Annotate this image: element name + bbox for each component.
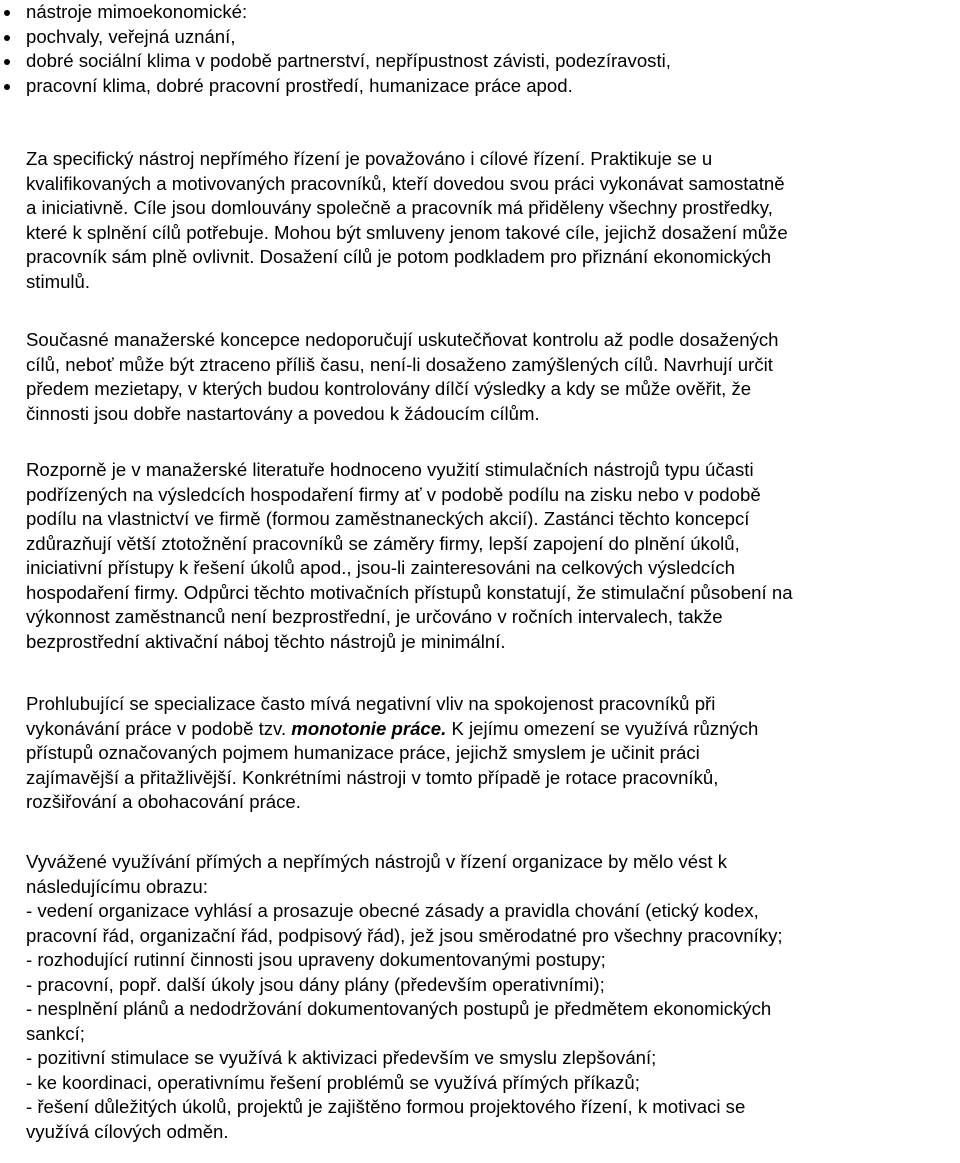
- bullet-text: pracovní klima, dobré pracovní prostředí, humanizace práce apod.: [26, 74, 573, 96]
- text-line: iniciativní přístupy k řešení úkolů apod., jsou-li zainteresováni na celkových výsledcích: [26, 557, 735, 578]
- bullet-text: pochvaly, veřejná uznání,: [26, 25, 236, 47]
- emphasized-term: monotonie práce.: [291, 717, 447, 739]
- text-line: kvalifikovaných a motivovaných pracovníků, kteří dovedou svou práci vykonávat samostatně: [26, 172, 785, 194]
- text-line: podílu na vlastnictví ve firmě (formou zaměstnaneckých akcií). Zastánci těchto koncepcí: [26, 508, 750, 529]
- text-line: činnosti jsou dobře nastartovány a povedou k žádoucím cílům.: [26, 402, 540, 424]
- text-line: Rozporně je v manažerské literatuře hodnoceno využití stimulačních nástrojů typu účasti: [26, 459, 754, 480]
- bullet-dot-icon: [4, 59, 10, 65]
- text-segment: vykonávání práce v podobě tzv.: [26, 717, 292, 739]
- bullet-item: [0, 0, 955, 25]
- text-line: - pozitivní stimulace se využívá k aktivizaci především ve smyslu zlepšování;: [26, 1047, 657, 1068]
- text-line: následujícímu obrazu:: [26, 875, 208, 897]
- bullet-dot-icon: [4, 10, 10, 16]
- bullet-text: dobré sociální klima v podobě partnerství, nepřípustnost závisti, podezíravosti,: [26, 50, 671, 71]
- paragraph-control-concepts: [26, 328, 960, 426]
- bullet-dot-icon: [4, 35, 10, 41]
- paragraph-goal-management: [26, 147, 960, 294]
- text-line: přístupů označovaných pojmem humanizace práce, jejichž smyslem je učinit práci: [26, 742, 700, 763]
- text-line: Za specifický nástroj nepřímého řízení je považováno i cílové řízení. Praktikuje se u: [26, 148, 713, 169]
- text-line: bezprostřední aktivační náboj těchto nástrojů je minimální.: [26, 630, 506, 652]
- bullet-text: nástroje mimoekonomické:: [26, 1, 248, 22]
- bullet-list: [0, 0, 955, 98]
- text-line: stimulů.: [26, 270, 91, 292]
- text-line: podřízených na výsledcích hospodaření firmy ať v podobě podílu na zisku nebo v podobě: [26, 483, 761, 505]
- text-line: rozšiřování a obohacování práce.: [26, 791, 301, 812]
- text-line: hospodaření firmy. Odpůrci těchto motivačních přístupů konstatují, že stimulační působení na: [26, 581, 793, 603]
- bullet-dot-icon: [4, 84, 10, 90]
- text-line: - ke koordinaci, operativnímu řešení problémů se využívá přímých příkazů;: [26, 1071, 640, 1093]
- text-line: - nesplnění plánů a nedodržování dokumentovaných postupů je předmětem ekonomických: [26, 998, 772, 1019]
- text-line: Prohlubující se specializace často mívá negativní vliv na spokojenost pracovníků při: [26, 693, 716, 714]
- text-line: zdůrazňují větší ztotožnění pracovníků se záměry firmy, lepší zapojení do plnění úkolů,: [26, 532, 740, 554]
- text-segment: K jejímu omezení se využívá různých: [446, 717, 759, 739]
- text-line: [26, 717, 960, 742]
- text-line: výkonnost zaměstnanců není bezprostřední, je určováno v ročních intervalech, takže: [26, 606, 723, 627]
- text-line: - vedení organizace vyhlásí a prosazuje obecné zásady a pravidla chování (etický kodex,: [26, 900, 759, 921]
- paragraph-specialization: [26, 692, 960, 815]
- text-line: - pracovní, popř. další úkoly jsou dány plány (především operativními);: [26, 973, 605, 995]
- text-line: předem mezietapy, v kterých budou kontrolovány dílčí výsledky a kdy se může ověřit, že: [26, 378, 752, 399]
- bullet-item: [0, 49, 955, 74]
- text-line: které k splnění cílů potřebuje. Mohou být smluveny jenom takové cíle, jejichž dosažení může: [26, 221, 788, 243]
- paragraph-balanced-use: [26, 850, 960, 1144]
- text-line: - rozhodující rutinní činnosti jsou upraveny dokumentovanými postupy;: [26, 949, 606, 970]
- bullet-item: [0, 74, 955, 99]
- text-line: - řešení důležitých úkolů, projektů je zajištěno formou projektového řízení, k motivaci se: [26, 1096, 746, 1117]
- text-line: pracovní řád, organizační řád, podpisový řád), jež jsou směrodatné pro všechny pracovníky;: [26, 924, 783, 946]
- text-line: Vyvážené využívání přímých a nepřímých nástrojů v řízení organizace by mělo vést k: [26, 851, 728, 872]
- text-line: Současné manažerské koncepce nedoporučují uskutečňovat kontrolu až podle dosažených: [26, 329, 779, 350]
- text-line: sankcí;: [26, 1022, 85, 1044]
- text-line: zajímavější a přitažlivější. Konkrétními nástroji v tomto případě je rotace pracovníků,: [26, 766, 719, 788]
- text-line: a iniciativně. Cíle jsou domlouvány společně a pracovník má přiděleny všechny prostředky,: [26, 197, 773, 218]
- paragraph-stimulation-tools: [26, 458, 960, 654]
- bullet-item: [0, 25, 955, 50]
- text-line: pracovník sám plně ovlivnit. Dosažení cílů je potom podkladem pro přiznání ekonomických: [26, 246, 772, 267]
- text-line: cílů, neboť může být ztraceno příliš času, není-li dosaženo zamýšlených cílů. Navrhují určit: [26, 353, 773, 375]
- text-line: využívá cílových odměn.: [26, 1120, 229, 1142]
